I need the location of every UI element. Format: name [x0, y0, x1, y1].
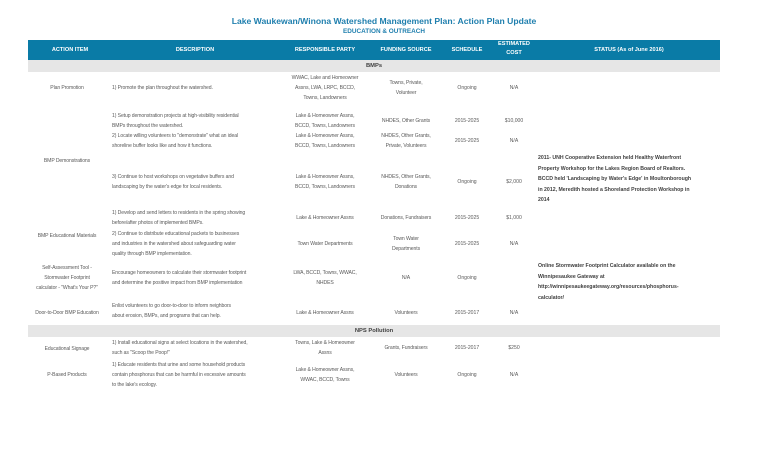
party-plan-promotion: [280, 73, 370, 103]
funding-self-assessment: N/A: [401, 275, 411, 281]
text-line: and industries in the watershed about safeguarding water: [112, 241, 236, 247]
text-line: NHDES, Other Grants,: [381, 133, 431, 139]
col-cost-label: COST: [506, 50, 522, 56]
text-line: BCCD, Towns, Landowners: [295, 184, 355, 190]
cost-bmp-demo-2: N/A: [509, 138, 519, 144]
text-line: to the lake's ecology.: [112, 382, 157, 388]
funding-educational-signage: Grants, Fundraisers: [384, 345, 428, 351]
col-status: STATUS (As of June 2016): [594, 46, 664, 53]
cost-educational-signage: $250: [508, 345, 520, 351]
col-responsible-party: RESPONSIBLE PARTY: [294, 46, 356, 53]
document-title: Lake Waukewan/Winona Watershed Management Plan: Action Plan Update: [231, 16, 537, 26]
text-line: Lake & Homeowner Assns,: [295, 367, 355, 373]
desc-bmp-demo-1: [112, 111, 278, 131]
col-funding-source: FUNDING SOURCE: [380, 46, 432, 53]
text-line: Stormwater Footprint: [44, 275, 90, 281]
text-line: calculator - "What's Your P?": [36, 285, 98, 291]
party-bmp-demo-1: [280, 111, 370, 131]
section-nps-pollution: NPS Pollution: [28, 325, 720, 337]
table-header: [28, 40, 720, 60]
calculator-link[interactable]: http://winnipesaukeegateway.org/resources/phosphorus-: [538, 284, 679, 290]
text-line: 2) Continue to distribute educational packets to businesses: [112, 231, 240, 237]
text-line: Enlist volunteers to go door-to-door to inform neighbors: [112, 303, 231, 309]
text-line: Assns: [318, 350, 332, 356]
schedule-bmp-demo-2: 2015-2025: [454, 138, 480, 144]
document-subtitle: EDUCATION & OUTREACH: [343, 28, 425, 35]
text-line: 2) Locate willing volunteers to "demonstrate" what an ideal: [112, 133, 238, 139]
text-line: 1) Develop and send letters to residents in the spring showing: [112, 210, 246, 216]
desc-door-to-door: [112, 301, 278, 321]
party-bmp-demo-2: [280, 131, 370, 151]
action-bmp-demonstrations: BMP Demonstrations: [43, 158, 91, 164]
action-plan-promotion: Plan Promotion: [50, 85, 84, 91]
cost-bmp-edu-1: $1,000: [506, 215, 522, 221]
schedule-bmp-demo-3: Ongoing: [457, 179, 477, 185]
col-estimated-label: ESTIMATED: [498, 41, 530, 47]
funding-door-to-door: Volunteers: [394, 310, 418, 316]
text-line: NHDES: [316, 280, 334, 286]
text-line: 1) Educate residents that urine and some household products: [112, 362, 246, 368]
funding-bmp-demo-3: [372, 172, 440, 192]
text-line: 2011- UNH Cooperative Extension held Healthy Waterfront: [538, 155, 682, 161]
text-line: before/after photos of implemented BMPs.: [112, 220, 204, 226]
text-line: Donations: [394, 184, 418, 190]
desc-bmp-demo-2: [112, 131, 278, 151]
funding-bmp-demo-2: [372, 131, 440, 151]
party-p-based-products: [280, 365, 370, 385]
funding-bmp-demo-1: NHDES, Other Grants: [381, 118, 431, 124]
desc-plan-promotion: 1) Promote the plan throughout the watershed.: [112, 85, 213, 91]
funding-bmp-edu-2: [372, 234, 440, 254]
text-line: BMPs throughout the watershed.: [112, 123, 184, 129]
text-line: 2014: [538, 197, 550, 203]
party-bmp-edu-2: Town Water Departments: [297, 241, 353, 247]
funding-p-based-products: Volunteers: [394, 372, 418, 378]
text-line: WWAC, Lake and Homeowner: [291, 75, 359, 81]
schedule-educational-signage: 2015-2017: [454, 345, 480, 351]
text-line: quality through BMP implementation.: [112, 251, 192, 257]
desc-educational-signage: [112, 338, 278, 358]
status-self-assessment: [538, 261, 720, 303]
party-bmp-edu-1: Lake & Homeowner Assns: [296, 215, 354, 221]
schedule-bmp-edu-2: 2015-2025: [454, 241, 480, 247]
text-line: 1) Install educational signs at select locations in the watershed,: [112, 340, 248, 346]
desc-bmp-edu-1: [112, 208, 278, 228]
text-line: Towns, Landowners: [303, 95, 347, 101]
text-line: Towns, Private,: [389, 80, 423, 86]
text-line: Online Stormwater Footprint Calculator available on the: [538, 263, 676, 269]
schedule-bmp-edu-1: 2015-2025: [454, 215, 480, 221]
schedule-p-based-products: Ongoing: [457, 372, 477, 378]
action-p-based-products: P-Based Products: [47, 372, 87, 378]
text-line: BCCD, Towns, Landowners: [295, 143, 355, 149]
text-line: Town Water: [393, 236, 419, 242]
text-line: NHDES, Other Grants,: [381, 174, 431, 180]
status-bmp-demonstrations: [538, 153, 720, 206]
text-line: contain phosphorus that can be harmful in excessive amounts: [112, 372, 246, 378]
text-line: Self-Assessment Tool -: [42, 265, 92, 271]
col-estimated-cost: [494, 40, 534, 58]
party-self-assessment: [280, 268, 370, 288]
col-schedule: SCHEDULE: [451, 46, 483, 53]
text-line: Private, Volunteers: [385, 143, 427, 149]
cost-plan-promotion: N/A: [509, 85, 519, 91]
text-line: Departments: [391, 246, 421, 252]
cost-bmp-demo-1: $10,000: [504, 118, 524, 124]
text-line: Volunteer: [395, 90, 417, 96]
party-educational-signage: [280, 338, 370, 358]
text-line: 3) Continue to host workshops on vegetative buffers and: [112, 174, 234, 180]
calculator-link-cont[interactable]: calculator/: [538, 294, 564, 301]
text-line: BCCD held 'Landscaping by Water's Edge' in Moultonborough: [538, 176, 692, 182]
text-line: BCCD, Towns, Landowners: [295, 123, 355, 129]
text-line: shoreline buffer looks like and how it functions.: [112, 143, 213, 149]
cost-door-to-door: N/A: [509, 310, 519, 316]
text-line: Lake & Homeowner Assns,: [295, 113, 355, 119]
text-line: Assns, LWA, LRPC, BCCD,: [295, 85, 355, 91]
text-line: Property Workshop for the Lakes Region Board of Realtors.: [538, 165, 686, 172]
action-bmp-educational-materials: BMP Educational Materials: [37, 233, 97, 239]
schedule-plan-promotion: Ongoing: [457, 85, 477, 91]
text-line: Lake & Homeowner Assns,: [295, 133, 355, 139]
text-line: Lake & Homeowner Assns,: [295, 174, 355, 180]
desc-bmp-demo-3: [112, 172, 278, 192]
funding-bmp-edu-1: Donations, Fundraisers: [380, 215, 432, 221]
desc-bmp-edu-2: [112, 229, 278, 259]
cost-bmp-edu-2: N/A: [509, 241, 519, 247]
text-line: such as "Scoop the Poop!": [112, 350, 170, 356]
desc-p-based-products: [112, 360, 278, 390]
text-line: LWA, BCCD, Towns, WWAC,: [293, 270, 357, 276]
text-line: about erosion, BMPs, and programs that can help.: [112, 313, 221, 319]
party-bmp-demo-3: [280, 172, 370, 192]
cost-p-based-products: N/A: [509, 372, 519, 378]
desc-self-assessment: [112, 268, 278, 288]
action-self-assessment-tool: [24, 263, 110, 293]
text-line: in 2012, Meredith hosted a Shoreland Protection Workshop in: [538, 186, 690, 193]
text-line: and determine the positive impact from BMP implementation: [112, 280, 243, 286]
action-door-to-door: Door-to-Door BMP Education: [35, 310, 99, 316]
text-line: Towns, Lake & Homeowner: [295, 340, 355, 346]
cost-bmp-demo-3: $2,000: [506, 179, 522, 185]
section-bmps: BMPs: [28, 60, 720, 72]
text-line: WWAC, BCCD, Towns: [300, 377, 350, 383]
schedule-bmp-demo-1: 2015-2025: [454, 118, 480, 124]
schedule-door-to-door: 2015-2017: [454, 310, 480, 316]
col-action-item: ACTION ITEM: [51, 46, 89, 53]
schedule-self-assessment: Ongoing: [457, 275, 477, 281]
action-educational-signage: Educational Signage: [44, 346, 90, 352]
funding-plan-promotion: [372, 78, 440, 98]
text-line: Winnipesaukee Gateway at: [538, 273, 605, 280]
text-line: landscaping by the water's edge for local residents.: [112, 184, 223, 190]
text-line: Encourage homeowners to calculate their stormwater footprint: [112, 270, 247, 276]
col-description: DESCRIPTION: [175, 46, 215, 53]
party-door-to-door: Lake & Homeowner Assns: [296, 310, 354, 316]
text-line: 1) Setup demonstration projects at high-visibility residential: [112, 113, 239, 119]
